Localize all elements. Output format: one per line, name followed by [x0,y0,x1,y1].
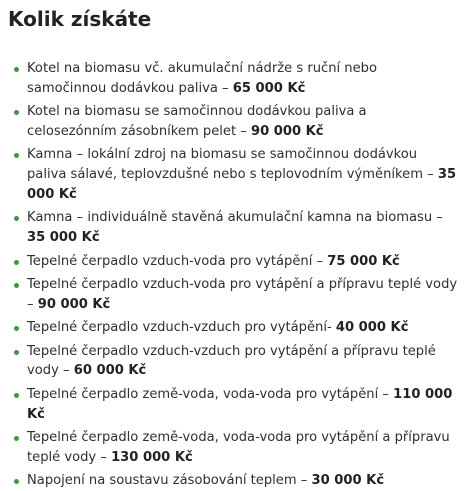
item-text: Tepelné čerpadlo země-voda, voda-voda pro vytápění a přípravu teplé vody – [27,430,450,465]
list-item [8,102,458,141]
item-text: Tepelné čerpadlo vzduch-vzduch pro vytápění- [27,320,332,336]
item-text: Napojení na soustavu zásobování teplem – [27,473,308,489]
bullet-icon [14,67,19,72]
bullet-icon [14,436,19,441]
list-item [8,275,458,314]
bullet-icon [14,216,19,221]
list-item [8,59,458,98]
bullet-icon [14,326,19,331]
item-text: Tepelné čerpadlo vzduch-vzduch pro vytápění a přípravu teplé vody – [27,343,436,379]
bullet-icon [14,283,19,288]
list-item [8,318,458,338]
item-amount: 65 000 Kč [232,80,306,96]
item-amount: 40 000 Kč [335,320,409,336]
item-amount: 90 000 Kč [250,123,324,139]
bullet-icon [14,110,19,115]
item-text: Kotel na biomasu vč. akumulační nádrže s ruční nebo samočinnou dodávkou paliva – [27,61,377,96]
section-heading: Kolik získáte [8,7,152,31]
bullet-icon [14,153,19,158]
item-text: Tepelné čerpadlo země-voda, voda-voda pro vytápění – [27,386,389,402]
item-amount: 60 000 Kč [73,363,147,379]
item-amount: 75 000 Kč [327,253,400,269]
list-item [8,385,458,424]
bullet-icon [14,393,19,398]
list-item [8,145,458,204]
item-text: Kotel na biomasu se samočinnou dodávkou paliva a celosezónním zásobníkem pelet – [27,104,367,139]
item-amount: 35 000 Kč [27,230,100,246]
item-text: Kamna – individuálně stavěná akumulační kamna na biomasu – [27,210,443,226]
item-text: Kamna – lokální zdroj na biomasu se samočinnou dodávkou paliva sálavé, teplovzdušné nebo s teplovodním výměníkem – [27,147,434,183]
item-amount: 35 000 Kč [27,167,457,202]
list-item [8,252,458,272]
bullet-icon [14,479,19,484]
item-amount: 30 000 Kč [311,473,385,489]
bullet-icon [14,350,19,355]
list-item [8,208,458,247]
item-text: Tepelné čerpadlo vzduch-voda pro vytápění a přípravu teplé vody – [27,277,458,312]
subsidy-list [8,59,458,491]
list-item [8,428,458,467]
list-item [8,471,458,491]
bullet-icon [14,260,19,265]
item-amount: 110 000 Kč [27,386,453,422]
item-text: Tepelné čerpadlo vzduch-voda pro vytápění – [27,253,324,269]
item-amount: 130 000 Kč [111,449,193,465]
item-amount: 90 000 Kč [37,296,111,312]
list-item [8,342,458,381]
